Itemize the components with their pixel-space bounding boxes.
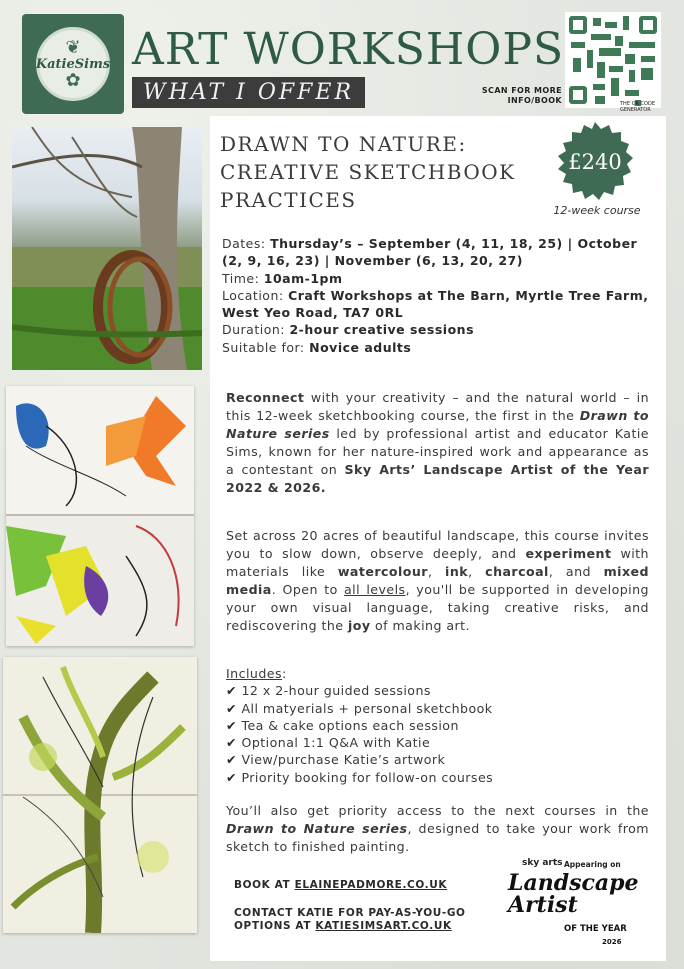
includes-list xyxy=(226,682,646,786)
appearing-on-label: Appearing on xyxy=(564,860,621,869)
booking-link[interactable]: ELAINEPADMORE.CO.UK xyxy=(294,879,448,891)
setting-paragraph: Set across 20 acres of beautiful landscape, this course invites you to slow down, observe deeply, and experiment with materials like watercolour, ink, charcoal, and mixed media. Open to all levels, you'll be supported in developing your own visual language, taking creative risks, and rediscovering the joy of making art. xyxy=(226,528,649,633)
location-line: Location: Craft Workshops at The Barn, Myrtle Tree Farm, West Yeo Road, TA7 0RL xyxy=(222,287,649,321)
list-item: ✔ 12 x 2-hour guided sessions xyxy=(226,682,646,699)
course-duration-note: 12-week course xyxy=(553,204,641,217)
page-title: ART WORKSHOPS xyxy=(132,24,565,75)
tree-sculpture-photo xyxy=(12,127,202,370)
intro-paragraph: Reconnect with your creativity – and the natural world – in this 12-week sketchbooking course, the first in the Drawn to Nature series led by professional artist and educator Katie Sims, known for her nature-inspired work and appearance as a contestant on Sky Arts’ Landscape Artist of the Year 2022 & 2026. xyxy=(226,390,650,495)
priority-access-paragraph: You’ll also get priority access to the next courses in the Drawn to Nature series, designed to take your work from sketch to finished painting. xyxy=(226,803,649,854)
landscape-artist-logo xyxy=(508,858,638,954)
list-item: ✔ Tea & cake options each session xyxy=(226,717,646,734)
time-line: Time: 10am-1pm xyxy=(222,270,343,286)
price-badge xyxy=(553,120,637,204)
booking-line: BOOK AT ELAINEPADMORE.CO.UK xyxy=(234,879,448,891)
course-details xyxy=(222,235,652,356)
qr-generator-caption: THE QR CODE GENERATOR xyxy=(620,101,655,113)
sky-arts-logo: sky arts xyxy=(522,858,563,868)
course-card xyxy=(210,116,666,961)
qr-finder-icon xyxy=(639,16,657,34)
list-item: ✔ Optional 1:1 Q&A with Katie xyxy=(226,734,646,751)
list-item: ✔ View/purchase Katie’s artwork xyxy=(226,751,646,768)
katiesims-logo xyxy=(22,14,124,114)
contact-line: CONTACT KATIE FOR PAY-AS-YOU-GO OPTIONS AT KATIESIMSART.CO.UK xyxy=(234,907,466,932)
list-item: ✔ Priority booking for follow-on courses xyxy=(226,769,646,786)
of-the-year-label: OF THE YEAR xyxy=(564,924,627,934)
page-subtitle: WHAT I OFFER xyxy=(132,77,365,108)
qr-finder-icon xyxy=(569,16,587,34)
course-price: £240 xyxy=(568,150,622,174)
dates-line: Dates: Thursday’s – September (4, 11, 18, 25) | October (2, 9, 16, 23) | November (6, 13, 20, 27) xyxy=(222,236,638,269)
sketchbook-flowers-artwork xyxy=(6,386,194,646)
includes-heading: Includes: xyxy=(226,666,287,681)
qr-code[interactable] xyxy=(565,12,661,108)
qr-finder-icon xyxy=(569,86,587,104)
logo-text: KatieSims xyxy=(35,56,111,72)
contact-link[interactable]: KATIESIMSART.CO.UK xyxy=(315,920,452,932)
duration-line: Duration: 2-hour creative sessions xyxy=(222,322,475,338)
logo-badge xyxy=(36,27,110,101)
includes-section xyxy=(226,665,646,786)
course-title: DRAWN TO NATURE: CREATIVE SKETCHBOOK PRACTICES xyxy=(220,132,516,212)
sketchbook-tree-artwork xyxy=(3,657,197,933)
scan-instruction: SCAN FOR MORE INFO/BOOK xyxy=(481,86,562,105)
list-item: ✔ All matyerials + personal sketchbook xyxy=(226,700,646,717)
show-title: Landscape Artist xyxy=(508,870,639,918)
leaf-icon: ❦ xyxy=(65,36,81,58)
suitable-line: Suitable for: Novice adults xyxy=(222,339,412,355)
leaf-icon: ✿ xyxy=(65,69,81,91)
show-year: 2026 xyxy=(602,938,622,946)
